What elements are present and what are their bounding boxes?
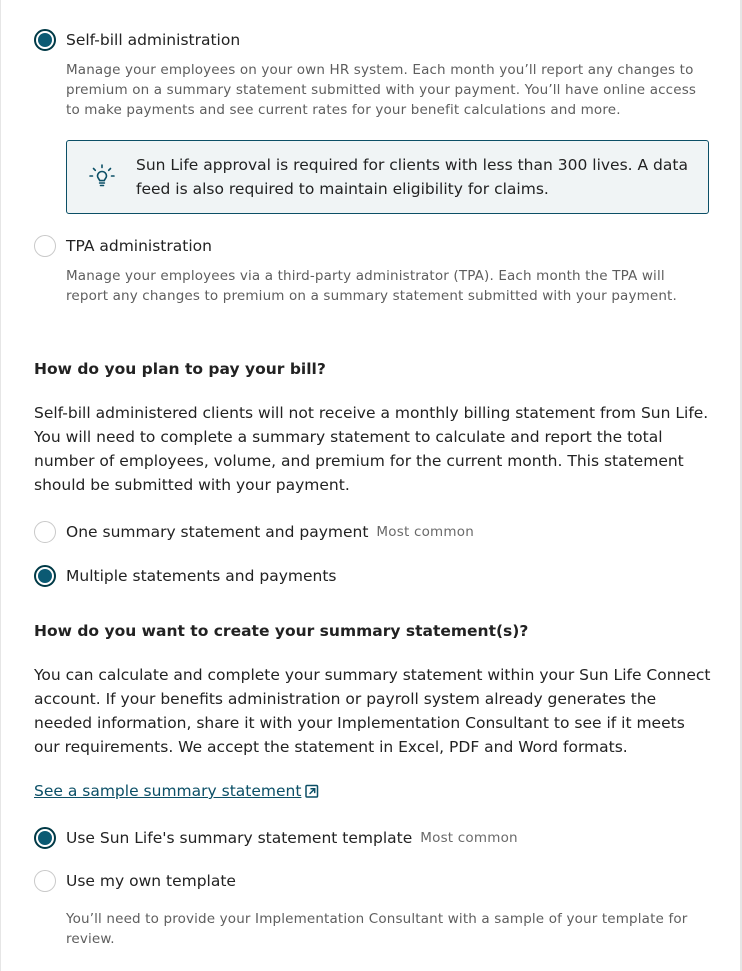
radio-label-tpa[interactable]: TPA administration xyxy=(66,237,212,255)
callout-text: Sun Life approval is required for clients with less than 300 lives. A data feed is also required to maintain eligibility for claims. xyxy=(136,156,688,198)
info-callout xyxy=(66,140,709,214)
sample-statement-link[interactable] xyxy=(34,782,319,800)
radio-option-sun-life-template[interactable] xyxy=(34,826,518,850)
external-link-icon xyxy=(305,784,319,798)
radio-label-one-statement[interactable]: One summary statement and payment xyxy=(66,523,369,541)
statement-paragraph: You can calculate and complete your summary statement within your Sun Life Connect account. If your benefits administration or payroll system already generates the needed information, share it with your Implementation Consultant to see if it meets our requirements. We accept the statement in Excel, PDF and Word formats. xyxy=(34,666,711,756)
radio-button-multiple-statements[interactable] xyxy=(34,565,56,587)
lightbulb-icon xyxy=(87,162,117,192)
sample-statement-link-text[interactable]: See a sample summary statement xyxy=(34,782,302,800)
radio-option-self-bill[interactable] xyxy=(34,28,240,52)
statement-heading: How do you want to create your summary statement(s)? xyxy=(34,622,529,640)
radio-button-sun-life-template[interactable] xyxy=(34,827,56,849)
page-left-border xyxy=(0,0,1,971)
most-common-badge: Most common xyxy=(376,524,474,540)
radio-label-sun-life-template[interactable]: Use Sun Life's summary statement template xyxy=(66,829,413,847)
radio-option-tpa[interactable] xyxy=(34,234,212,258)
radio-label-self-bill[interactable]: Self-bill administration xyxy=(66,31,241,49)
self-bill-description: Manage your employees on your own HR system. Each month you’ll report any changes to premium on a summary statement submitted with your payment. You’ll have online access to make payments and see current rates for your benefit calculations and more. xyxy=(66,62,697,118)
most-common-badge: Most common xyxy=(420,830,518,846)
radio-option-one-statement[interactable] xyxy=(34,520,474,544)
radio-button-one-statement[interactable] xyxy=(34,521,56,543)
radio-option-multiple-statements[interactable] xyxy=(34,564,337,588)
radio-button-own-template[interactable] xyxy=(34,870,56,892)
radio-label-multiple-statements[interactable]: Multiple statements and payments xyxy=(66,567,337,585)
own-template-description: You’ll need to provide your Implementation Consultant with a sample of your template for review. xyxy=(66,911,688,947)
tpa-description: Manage your employees via a third-party administrator (TPA). Each month the TPA will report any changes to premium on a summary statement submitted with your payment. xyxy=(66,268,677,304)
radio-button-self-bill[interactable] xyxy=(34,29,56,51)
radio-button-tpa[interactable] xyxy=(34,235,56,257)
payment-paragraph: Self-bill administered clients will not receive a monthly billing statement from Sun Life. You will need to complete a summary statement to calculate and report the total number of employees, volume, and premium for the current month. This statement should be submitted with your payment. xyxy=(34,404,709,494)
radio-option-own-template[interactable] xyxy=(34,869,236,893)
radio-label-own-template[interactable]: Use my own template xyxy=(66,872,236,890)
payment-heading: How do you plan to pay your bill? xyxy=(34,360,326,378)
